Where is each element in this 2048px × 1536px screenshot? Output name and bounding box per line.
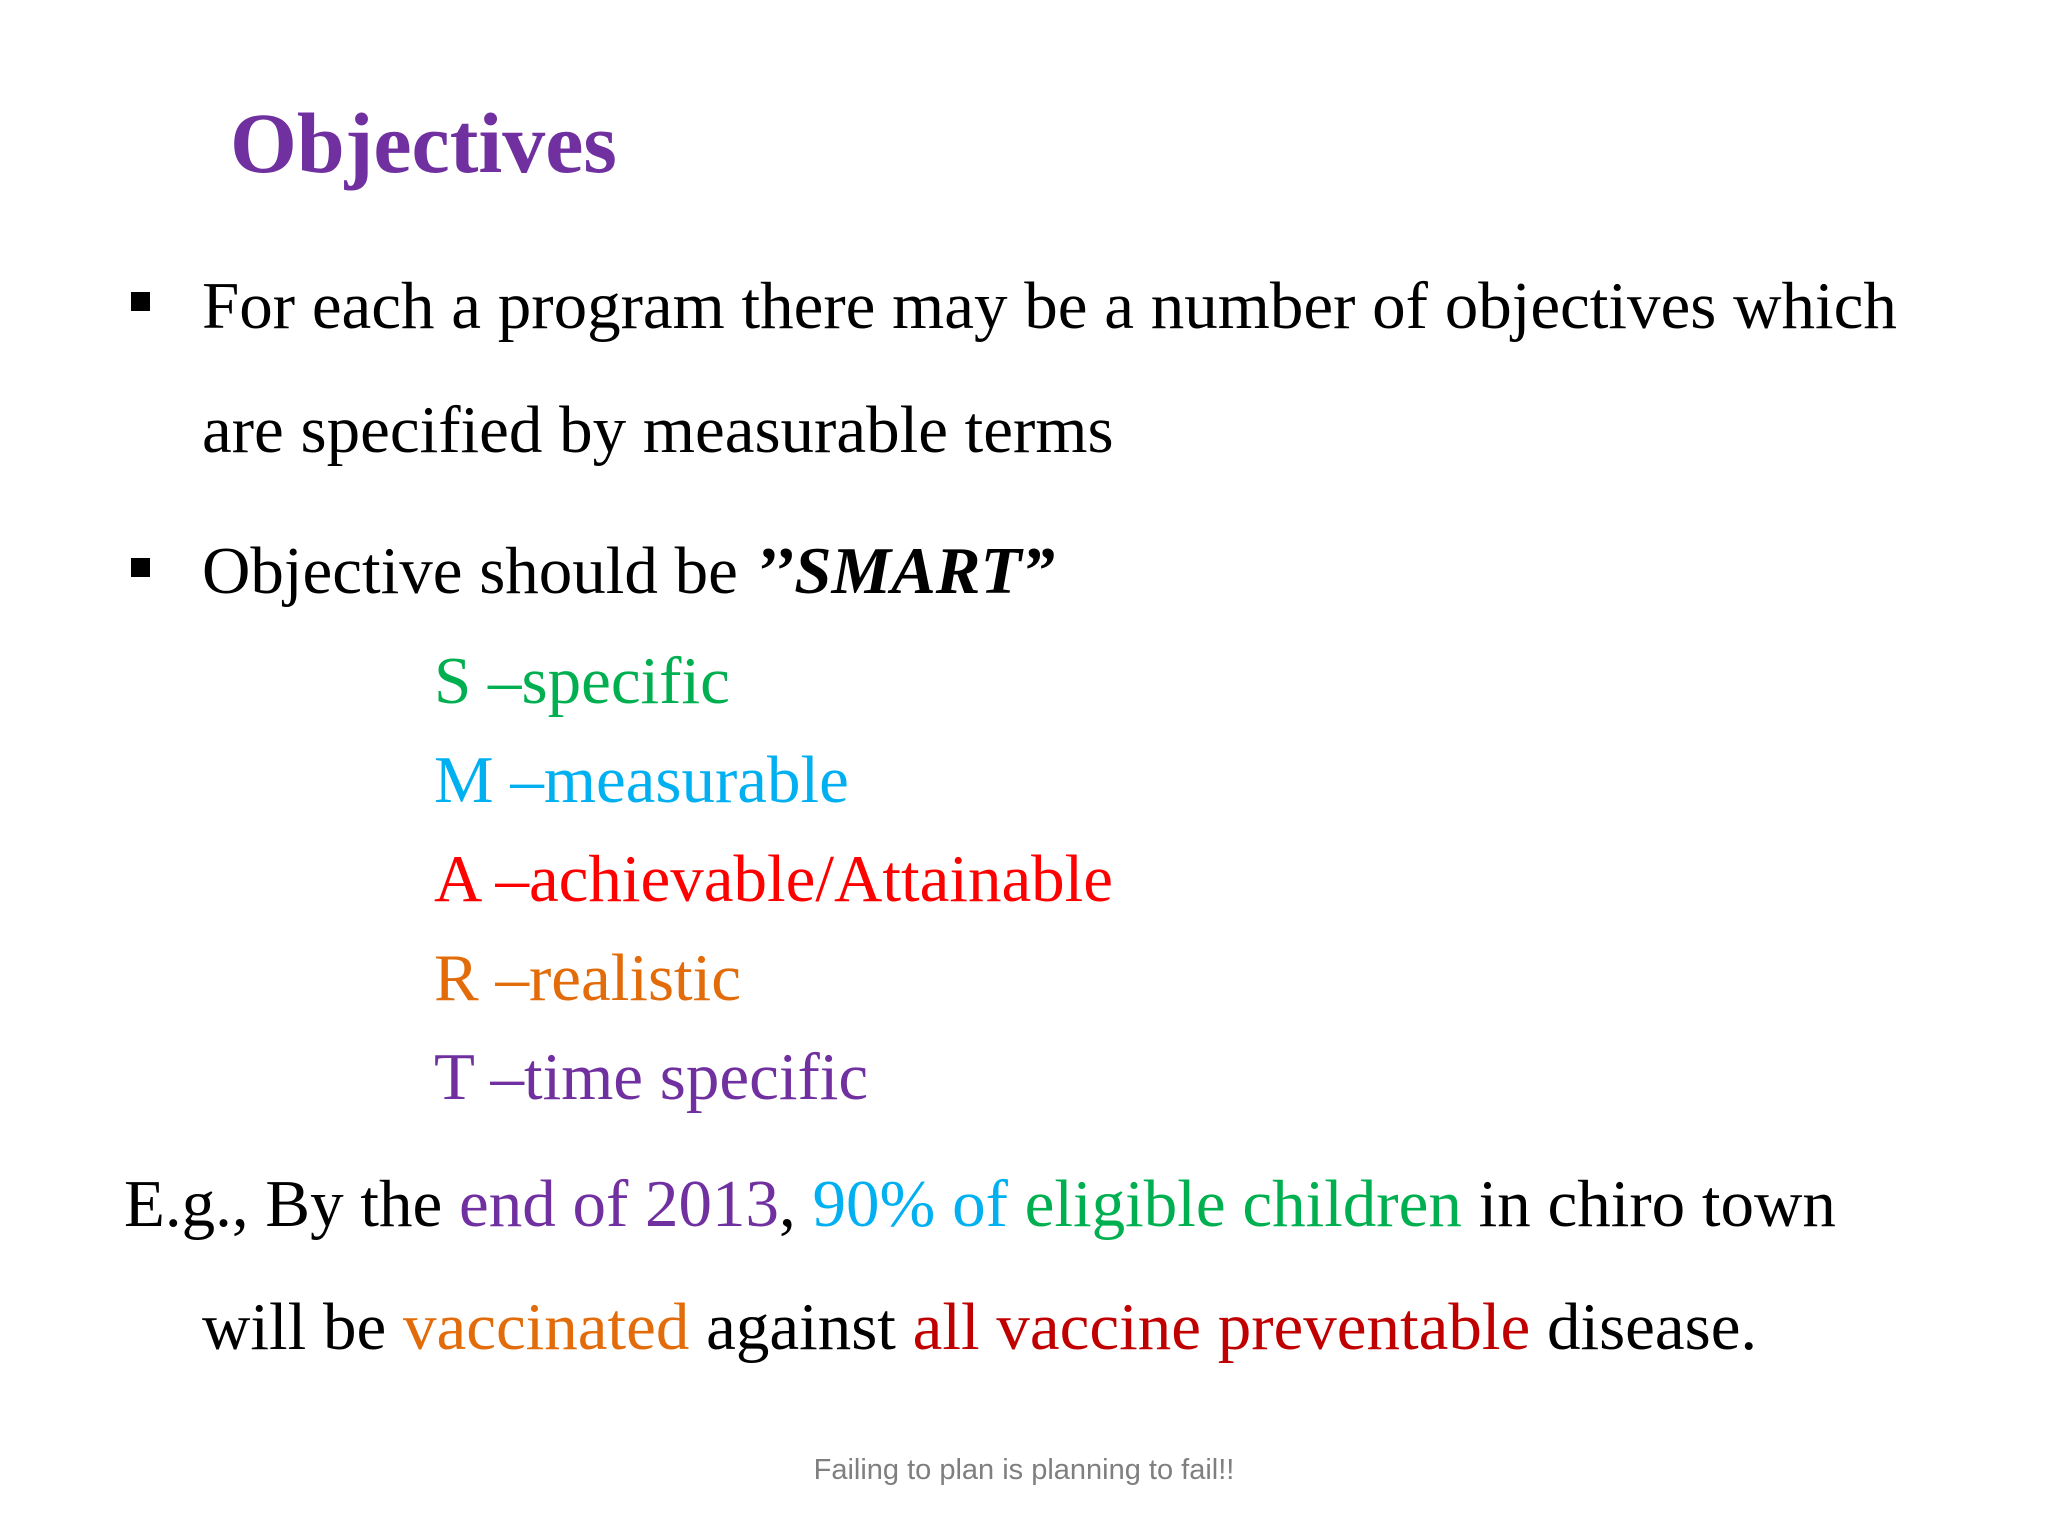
smart-item-t: T –time specific: [434, 1040, 869, 1114]
slide-footer: Failing to plan is planning to fail!!: [813, 1454, 1235, 1486]
example-line2-lead: will be: [202, 1290, 403, 1364]
example-lead: E.g., By the: [124, 1167, 459, 1241]
example-action: vaccinated: [402, 1290, 690, 1364]
example-comma: ,: [779, 1167, 813, 1241]
example-target: eligible children: [1024, 1167, 1462, 1241]
smart-item-a: A –achievable/Attainable: [434, 842, 1114, 916]
example-line-2: [202, 1290, 1758, 1364]
bullet-1-line-1: For each a program there may be a number of objectives which: [202, 269, 1897, 343]
bullet-2-text: Objective should be: [202, 534, 755, 608]
example-measure: 90% of: [812, 1167, 1008, 1241]
slide-title: Objectives: [230, 95, 617, 191]
example-scope: all vaccine preventable: [912, 1290, 1531, 1364]
bullet-marker-2: [131, 558, 150, 577]
example-place: in chiro town: [1461, 1167, 1836, 1241]
smart-item-r: R –realistic: [434, 941, 741, 1015]
example-line-1: [124, 1167, 1836, 1241]
example-tail: disease.: [1530, 1290, 1758, 1364]
example-mid: against: [689, 1290, 913, 1364]
example-space: [1008, 1167, 1025, 1241]
smart-item-m: M –measurable: [434, 743, 849, 817]
example-time: end of 2013: [458, 1167, 780, 1241]
bullet-2-line: [202, 534, 1055, 608]
smart-item-s: S –specific: [434, 644, 730, 718]
smart-emphasis: ’’SMART”: [754, 534, 1055, 608]
bullet-marker-1: [131, 292, 150, 311]
bullet-1-line-2: are specified by measurable terms: [202, 393, 1114, 467]
